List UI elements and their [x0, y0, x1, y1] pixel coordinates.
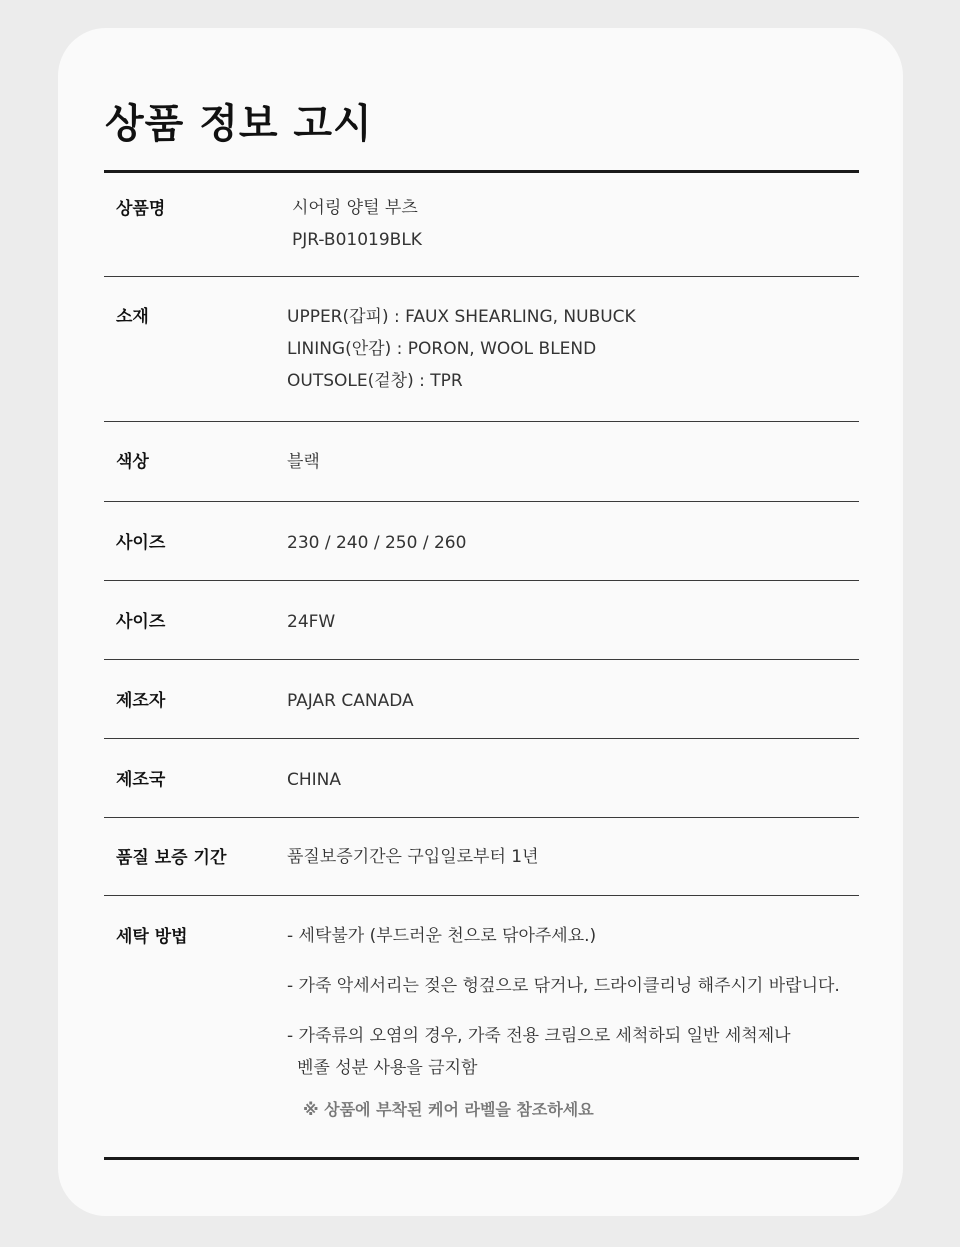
value-line: 24FW: [287, 612, 336, 632]
table-row-manufacturer: [104, 660, 859, 739]
table-row-size: [104, 502, 859, 581]
row-label: 소재: [116, 307, 149, 327]
row-label: 사이즈: [116, 533, 166, 553]
row-value: [287, 764, 341, 796]
table-row-country: [104, 739, 859, 818]
care-line: 벤졸 성분 사용을 금지함: [297, 1058, 478, 1078]
product-info-table: [104, 170, 859, 1160]
row-value: [287, 685, 414, 717]
value-line: CHINA: [287, 770, 342, 790]
value-line: PJR-B01019BLK: [292, 230, 422, 250]
row-label: 제조국: [116, 770, 166, 790]
product-info-card: [58, 28, 903, 1216]
table-row-material: [104, 277, 859, 422]
row-value: [287, 527, 466, 559]
value-line: 블랙: [287, 452, 320, 472]
row-label: 품질 보증 기간: [116, 848, 227, 868]
value-line: PAJAR CANADA: [287, 691, 414, 711]
value-line: 시어링 양털 부츠: [292, 198, 418, 218]
care-label-note: ※ 상품에 부착된 케어 라벨을 참조하세요: [303, 1100, 594, 1119]
row-label: 사이즈: [116, 612, 166, 632]
row-label: 상품명: [116, 199, 166, 219]
care-line: - 세탁불가 (부드러운 천으로 닦아주세요.): [287, 926, 597, 946]
row-value: [287, 446, 320, 478]
page-title: 상품 정보 고시: [105, 101, 373, 147]
value-line: 230 / 240 / 250 / 260: [287, 533, 467, 553]
value-line: LINING(안감) : PORON, WOOL BLEND: [287, 339, 597, 359]
row-label: 세탁 방법: [116, 927, 188, 947]
row-value: [292, 192, 422, 256]
table-row-warranty: [104, 818, 859, 896]
row-value: [287, 841, 539, 873]
row-value: [287, 301, 636, 397]
table-row-product-name: [104, 173, 859, 277]
value-line: 품질보증기간은 구입일로부터 1년: [287, 847, 539, 867]
value-line: OUTSOLE(겉창) : TPR: [287, 371, 463, 391]
care-instructions: [287, 920, 840, 1126]
row-value: [287, 606, 335, 638]
table-row-color: [104, 422, 859, 502]
row-label: 색상: [116, 452, 149, 472]
table-row-season: [104, 581, 859, 660]
value-line: UPPER(갑피) : FAUX SHEARLING, NUBUCK: [287, 307, 636, 327]
care-line: - 가죽 악세서리는 젖은 헝겊으로 닦거나, 드라이클리닝 해주시기 바랍니다.: [287, 976, 840, 996]
row-label: 제조자: [116, 691, 166, 711]
table-row-care: [104, 896, 859, 1160]
care-line: - 가죽류의 오염의 경우, 가죽 전용 크림으로 세척하되 일반 세척제나: [287, 1026, 791, 1046]
